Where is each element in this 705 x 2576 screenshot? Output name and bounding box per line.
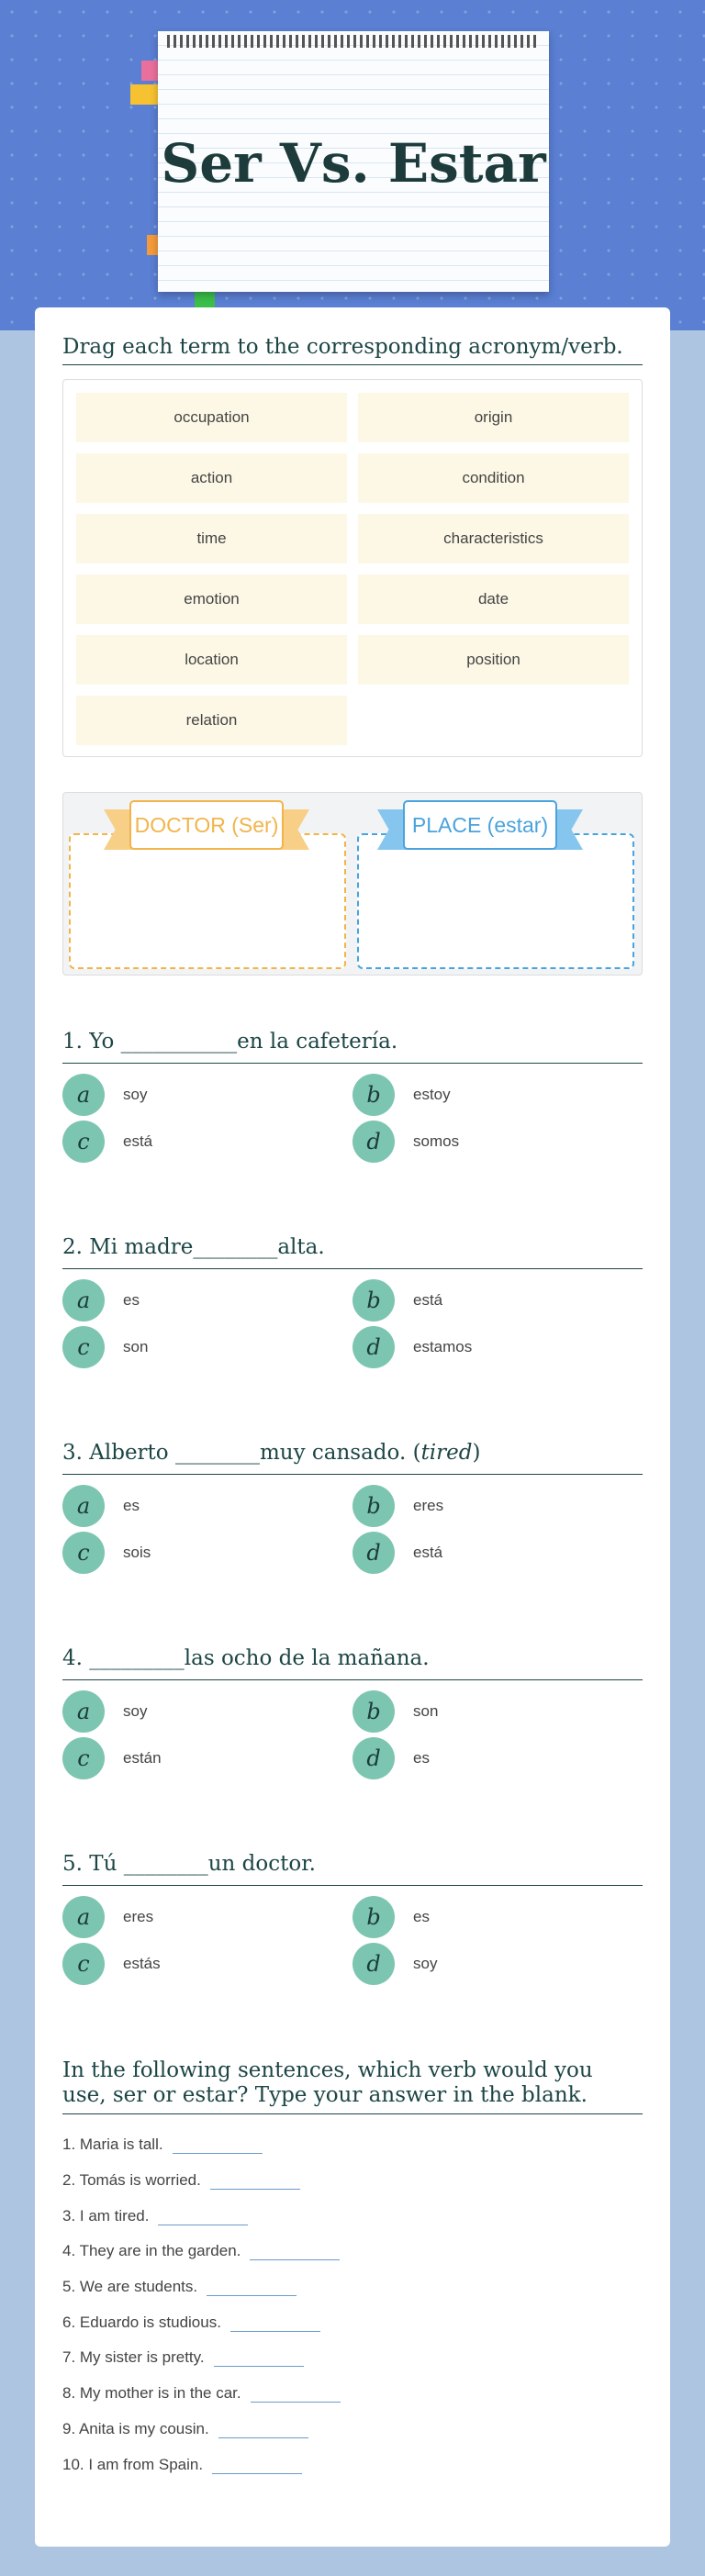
question-1 (62, 1030, 643, 1165)
answer-blank[interactable] (250, 2242, 340, 2260)
option-text: soy (413, 1954, 438, 1972)
answer-blank[interactable] (212, 2456, 302, 2474)
option-d[interactable] (352, 1529, 643, 1576)
option-text: estoy (413, 1085, 451, 1103)
option-text: eres (413, 1496, 444, 1514)
term-action[interactable]: action (76, 453, 347, 503)
question-prompt: 5. Tú ________un doctor. (62, 1852, 643, 1886)
question-prompt: 4. _________las ocho de la mañana. (62, 1646, 643, 1680)
term-location[interactable]: location (76, 635, 347, 685)
fill-item (62, 2198, 643, 2234)
fill-item (62, 2304, 643, 2340)
option-text: está (413, 1290, 443, 1309)
drag-instruction: Drag each term to the corresponding acronym/verb. (62, 335, 643, 365)
question-prompt: 2. Mi madre________alta. (62, 1235, 643, 1269)
sentence: 5. We are students. (62, 2278, 198, 2296)
letter-bubble: c (62, 1532, 105, 1574)
term-occupation[interactable]: occupation (76, 393, 347, 442)
option-text: es (413, 1748, 430, 1767)
fill-item (62, 2269, 643, 2305)
target-label-estar: PLACE (estar) (403, 800, 557, 850)
option-a[interactable] (62, 1688, 352, 1734)
term-condition[interactable]: condition (358, 453, 629, 503)
option-text: está (123, 1132, 153, 1150)
option-c[interactable] (62, 1940, 352, 1987)
term-characteristics[interactable]: characteristics (358, 514, 629, 563)
option-text: es (413, 1907, 430, 1925)
letter-bubble: d (352, 1737, 395, 1779)
options (62, 1482, 643, 1576)
option-a[interactable] (62, 1277, 352, 1323)
worksheet-card (35, 307, 670, 2547)
option-text: estamos (413, 1337, 473, 1355)
letter-bubble: a (62, 1690, 105, 1733)
letter-bubble: c (62, 1943, 105, 1985)
option-text: soy (123, 1085, 148, 1103)
letter-bubble: b (352, 1485, 395, 1527)
yellow-tab (130, 84, 162, 105)
letter-bubble: b (352, 1074, 395, 1116)
option-text: estás (123, 1954, 161, 1972)
option-b[interactable] (352, 1482, 643, 1529)
option-d[interactable] (352, 1323, 643, 1370)
term-time[interactable]: time (76, 514, 347, 563)
sentence: 4. They are in the garden. (62, 2242, 241, 2260)
fill-instruction: In the following sentences, which verb would you use, ser or estar? Type your answer in the blank. (62, 2058, 643, 2114)
sentence: 8. My mother is in the car. (62, 2384, 241, 2403)
option-b[interactable] (352, 1071, 643, 1118)
question-prompt: 1. Yo ___________en la cafetería. (62, 1030, 643, 1064)
letter-bubble: a (62, 1896, 105, 1938)
option-d[interactable] (352, 1734, 643, 1781)
fill-item (62, 2163, 643, 2199)
drop-area (62, 792, 643, 976)
letter-bubble: d (352, 1532, 395, 1574)
target-label-ser: DOCTOR (Ser) (129, 800, 284, 850)
answer-blank[interactable] (210, 2171, 300, 2190)
answer-blank[interactable] (230, 2314, 320, 2332)
option-a[interactable] (62, 1482, 352, 1529)
answer-blank[interactable] (251, 2384, 341, 2403)
options (62, 1893, 643, 1987)
green-tab (195, 292, 215, 308)
option-b[interactable] (352, 1688, 643, 1734)
option-text: sois (123, 1543, 151, 1561)
letter-bubble: a (62, 1279, 105, 1321)
letter-bubble: a (62, 1485, 105, 1527)
letter-bubble: d (352, 1121, 395, 1163)
question-3 (62, 1441, 643, 1576)
letter-bubble: d (352, 1326, 395, 1368)
letter-bubble: c (62, 1737, 105, 1779)
fill-item (62, 2234, 643, 2269)
option-d[interactable] (352, 1940, 643, 1987)
letter-bubble: c (62, 1121, 105, 1163)
option-text: son (123, 1337, 149, 1355)
term-position[interactable]: position (358, 635, 629, 685)
ribbon-ser (104, 800, 309, 850)
letter-bubble: b (352, 1896, 395, 1938)
answer-blank[interactable] (207, 2278, 297, 2296)
option-text: está (413, 1543, 443, 1561)
option-text: somos (413, 1132, 460, 1150)
term-date[interactable]: date (358, 574, 629, 624)
drop-box-estar[interactable] (357, 833, 634, 969)
sentence: 3. I am tired. (62, 2206, 150, 2225)
option-text: eres (123, 1907, 154, 1925)
option-a[interactable] (62, 1893, 352, 1940)
prompt-end: ) (472, 1441, 481, 1465)
question-prompt (62, 1441, 643, 1475)
option-text: son (413, 1701, 439, 1720)
answer-blank[interactable] (173, 2136, 263, 2154)
option-b[interactable] (352, 1277, 643, 1323)
letter-bubble: b (352, 1690, 395, 1733)
question-2 (62, 1235, 643, 1370)
term-bank (62, 379, 643, 757)
option-c[interactable] (62, 1529, 352, 1576)
option-text: es (123, 1496, 140, 1514)
fill-item (62, 2127, 643, 2163)
page-title: Ser Vs. Estar (161, 132, 546, 195)
option-c[interactable] (62, 1323, 352, 1370)
sentence: 10. I am from Spain. (62, 2455, 204, 2473)
header-banner (0, 0, 705, 330)
fill-item (62, 2412, 643, 2448)
term-relation[interactable]: relation (76, 696, 347, 745)
option-a[interactable] (62, 1071, 352, 1118)
fill-in-list (62, 2127, 643, 2482)
sentence: 7. My sister is pretty. (62, 2348, 205, 2367)
sentence: 9. Anita is my cousin. (62, 2419, 209, 2437)
option-text: están (123, 1748, 162, 1767)
notebook-paper (158, 31, 549, 292)
option-b[interactable] (352, 1893, 643, 1940)
options (62, 1277, 643, 1370)
letter-bubble: b (352, 1279, 395, 1321)
letter-bubble: a (62, 1074, 105, 1116)
option-text: soy (123, 1701, 148, 1720)
answer-blank[interactable] (214, 2348, 304, 2367)
fill-item (62, 2340, 643, 2376)
term-origin[interactable]: origin (358, 393, 629, 442)
options (62, 1071, 643, 1165)
sentence: 6. Eduardo is studious. (62, 2313, 221, 2331)
answer-blank[interactable] (158, 2207, 248, 2225)
options (62, 1688, 643, 1781)
answer-blank[interactable] (218, 2420, 308, 2438)
ribbon-estar (377, 800, 583, 850)
question-4 (62, 1646, 643, 1781)
fill-item (62, 2447, 643, 2482)
option-text: es (123, 1290, 140, 1309)
sentence: 1. Maria is tall. (62, 2136, 163, 2154)
spiral-binding (167, 35, 540, 48)
option-d[interactable] (352, 1118, 643, 1165)
prompt-start: 3. Alberto ________muy cansado. ( (62, 1441, 421, 1465)
option-c[interactable] (62, 1734, 352, 1781)
prompt-italic: tired (420, 1441, 473, 1465)
drop-box-ser[interactable] (69, 833, 346, 969)
term-emotion[interactable]: emotion (76, 574, 347, 624)
letter-bubble: c (62, 1326, 105, 1368)
fill-item (62, 2376, 643, 2412)
letter-bubble: d (352, 1943, 395, 1985)
sentence: 2. Tomás is worried. (62, 2171, 201, 2190)
question-5 (62, 1852, 643, 1987)
option-c[interactable] (62, 1118, 352, 1165)
